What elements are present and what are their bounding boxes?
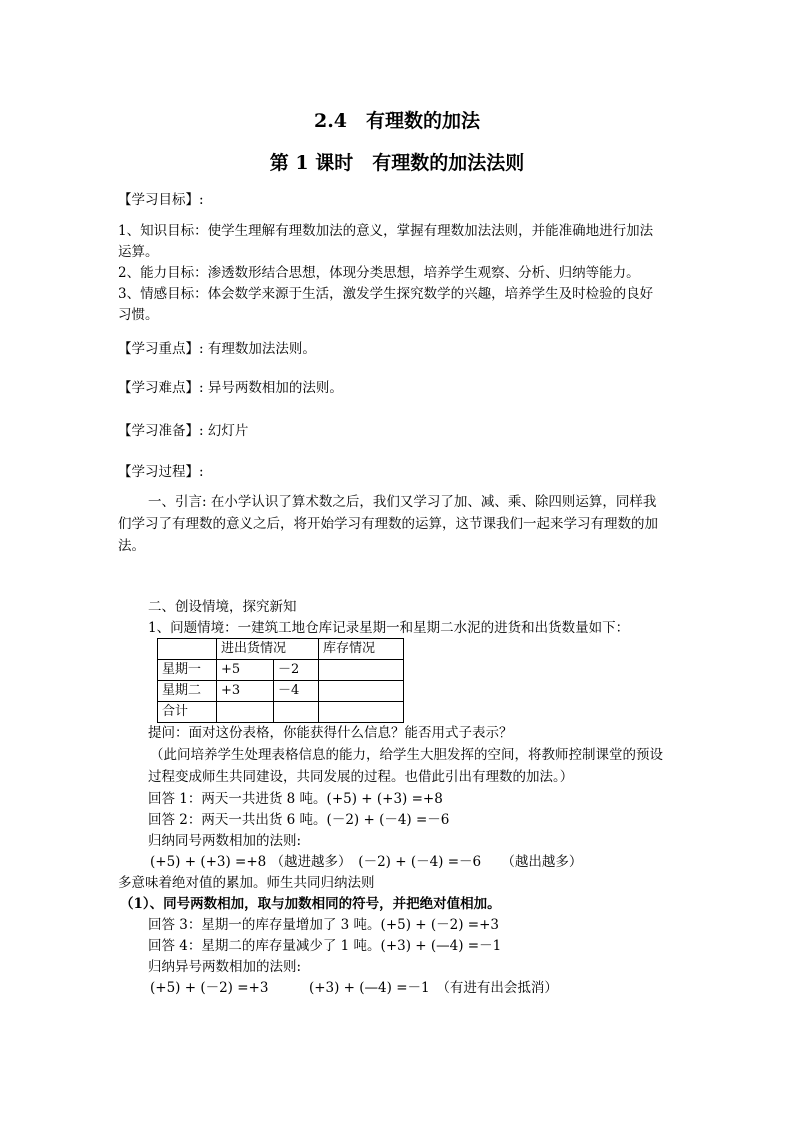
problem-statement: 1、问题情境：一建筑工地仓库记录星期一和星期二水泥的进货和出货数量如下：	[148, 620, 630, 636]
objective-3-line-1: 3、情感目标：体会数学来源于生活，激发学生探究数学的兴趣，培养学生及时检验的良好	[118, 286, 654, 302]
difficulty: 【学习难点】: 异号两数相加的法则。	[118, 380, 343, 396]
answer-2: 回答 2：两天一共出货 6 吨。(－2) + (－4) =－6	[148, 812, 450, 828]
formula-same-sign: (+5) + (+3) =+8 （越进越多） (－2) + (－4) =－6 （越出越多）	[150, 854, 583, 870]
objective-1-line-1: 1、知识目标：使学生理解有理数加法的意义，掌握有理数加法法则，并能准确地进行加法	[118, 223, 654, 239]
preparation: 【学习准备】: 幻灯片	[118, 423, 249, 439]
answer-4: 回答 4：星期二的库存量减少了 1 吨。(+3) + (—4) =－1	[148, 938, 502, 954]
table-cell	[274, 702, 319, 723]
table-cell: －4	[274, 681, 319, 702]
table-header-row	[158, 639, 404, 660]
answer-1: 回答 1：两天一共进货 8 吨。(+5) + (+3) =+8	[148, 791, 443, 807]
table-header-cell: 进出货情况	[217, 639, 319, 660]
table-cell	[319, 702, 404, 723]
page-title: 2.4 有理数的加法	[313, 110, 481, 132]
table-cell: －2	[274, 660, 319, 681]
intro-line-3: 法。	[118, 538, 145, 554]
table-cell: 星期二	[158, 681, 217, 702]
table-cell	[319, 660, 404, 681]
summary-same-sign: 归纳同号两数相加的法则:	[148, 833, 302, 849]
table-cell: 星期一	[158, 660, 217, 681]
key-point: 【学习重点】: 有理数加法法则。	[118, 341, 316, 357]
page-subtitle: 第 1 课时 有理数的加法法则	[269, 152, 525, 174]
table-cell	[217, 702, 274, 723]
table-row	[158, 702, 404, 723]
table-cell: +3	[217, 681, 274, 702]
intro-line-2: 们学习了有理数的意义之后，将开始学习有理数的运算，这节课我们一起来学习有理数的加	[118, 516, 658, 532]
section-2-heading: 二、创设情境，探究新知	[148, 599, 297, 615]
objective-3-line-2: 习惯。	[118, 307, 159, 323]
teaching-note-line-1: （此问培养学生处理表格信息的能力，给学生大胆发挥的空间，将教师控制课堂的预设	[150, 747, 663, 763]
stock-table	[157, 638, 404, 723]
table-cell	[319, 681, 404, 702]
teaching-note-line-2: 过程变成师生共同建设，共同发展的过程。也借此引出有理数的加法。）	[148, 769, 574, 785]
intro-line-1: 一、引言: 在小学认识了算术数之后，我们又学习了加、减、乘、除四则运算，同样我	[148, 494, 657, 510]
table-cell: +5	[217, 660, 274, 681]
summary-different-sign: 归纳异号两数相加的法则:	[148, 959, 302, 975]
rule-1: （1）、同号两数相加，取与加数相同的符号，并把绝对值相加。	[120, 896, 501, 912]
question: 提问：面对这份表格，你能获得什么信息？能否用式子表示？	[148, 725, 513, 741]
process-heading: 【学习过程】:	[118, 464, 204, 480]
answer-3: 回答 3：星期一的库存量增加了 3 吨。(+5) + (－2) =+3	[148, 917, 500, 933]
table-cell: 合计	[158, 702, 217, 723]
objective-2: 2、能力目标：渗透数形结合思想，体现分类思想，培养学生观察、分析、归纳等能力。	[118, 265, 640, 281]
formula-different-sign: (+5) + (－2) =+3 (+3) + (—4) =－1 （有进有出会抵消）	[150, 980, 558, 996]
objective-1-line-2: 运算。	[118, 244, 159, 260]
table-header-cell	[158, 639, 217, 660]
objectives-heading: 【学习目标】:	[118, 192, 204, 208]
table-header-cell: 库存情况	[319, 639, 404, 660]
table-row	[158, 660, 404, 681]
meaning-note: 多意味着绝对值的累加。师生共同归纳法则	[118, 875, 375, 891]
table-row	[158, 681, 404, 702]
